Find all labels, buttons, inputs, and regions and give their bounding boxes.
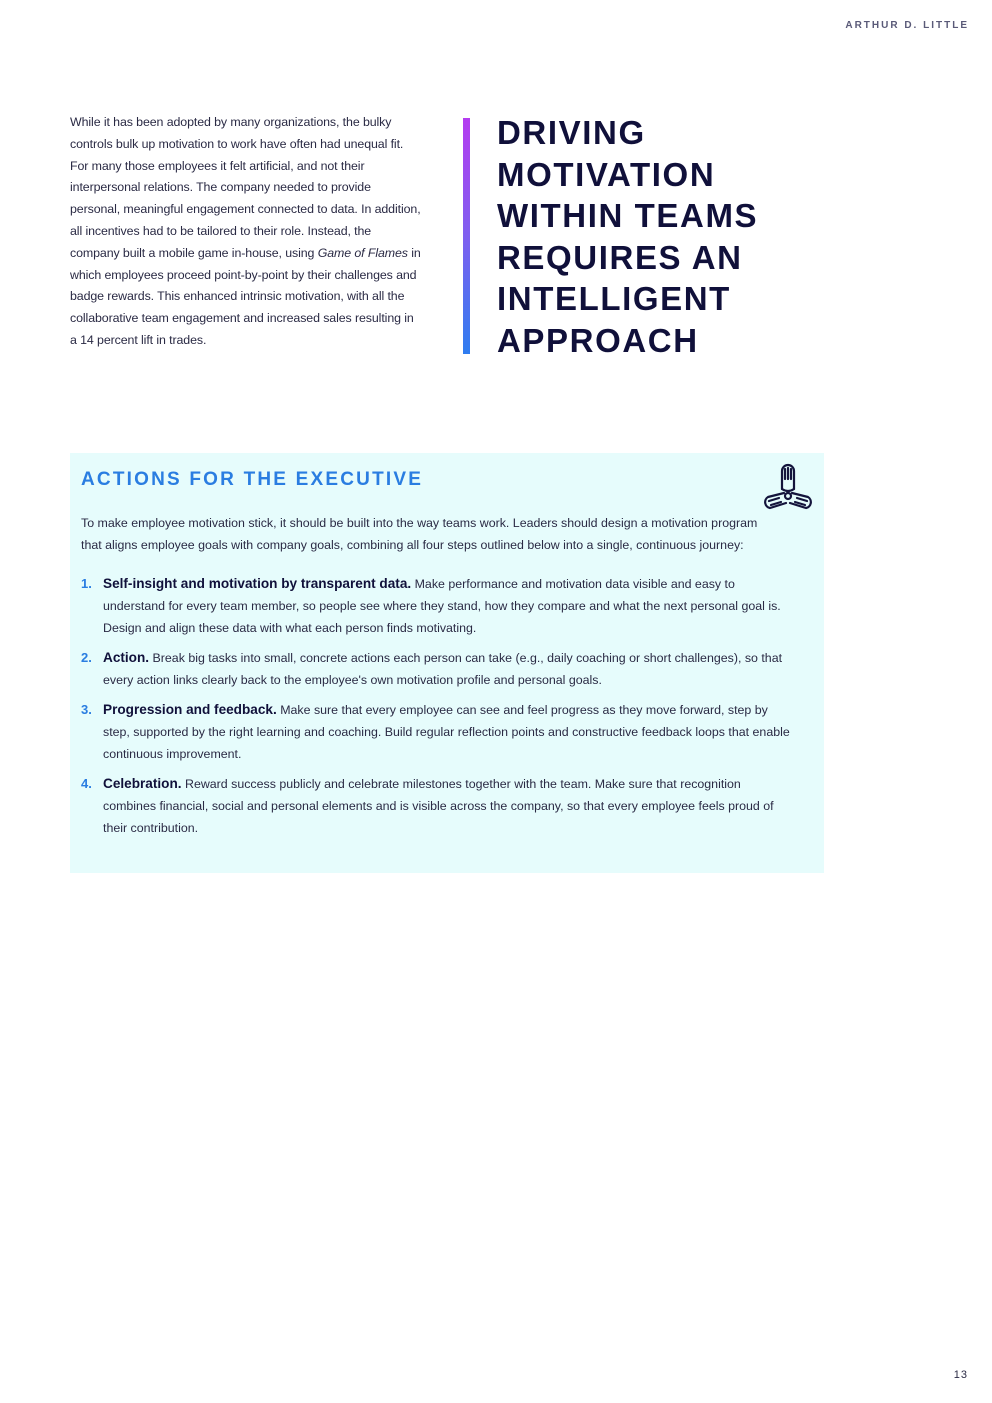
pull-quote-line: APPROACH <box>497 321 699 359</box>
actions-title: ACTIONS FOR THE EXECUTIVE <box>81 469 424 490</box>
pull-quote-line: MOTIVATION <box>497 155 716 193</box>
pull-quote-line: DRIVING <box>497 114 646 151</box>
list-item-label: Self-insight and motivation by transparent data. <box>103 576 412 591</box>
list-item <box>81 647 793 691</box>
list-item-text: Make sure that every employee can see and feel progress as they move forward, step by step, supported by the right learning and coaching. Build regular reflection points and constructive feedback loops that enable continuous improvement. <box>103 703 790 761</box>
list-item-label: Progression and feedback. <box>103 702 277 717</box>
pull-quote-line: INTELLIGENT <box>497 280 731 318</box>
hands-together-icon <box>760 463 816 513</box>
intro-paragraph <box>70 112 422 352</box>
list-item-number: 3. <box>81 702 92 717</box>
actions-box <box>70 453 824 873</box>
page-number: 13 <box>953 1369 968 1381</box>
list-item <box>81 773 793 839</box>
intro-text-after: in which employees proceed point-by-point by their challenges and badge rewards. This enhanced intrinsic motivation, with all the collaborative team engagement and increased sales resulting in a 14 percent lift in trades. <box>70 245 421 347</box>
pull-quote-line: REQUIRES AN <box>497 238 743 276</box>
list-item-text: Make performance and motivation data visible and easy to understand for every team member, so people see where they stand, how they compare and what the next personal goal is. Design and align these data with what each person finds motivating. <box>103 577 781 635</box>
pull-quote-bar <box>463 118 470 354</box>
list-item-text: Reward success publicly and celebrate milestones together with the team. Make sure that recognition combines financial, social and personal elements and is visible across the company, so that every employee feels proud of their contribution. <box>103 777 774 835</box>
list-item-number: 4. <box>81 776 92 791</box>
pull-quote-line: WITHIN TEAMS <box>497 197 759 235</box>
intro-text-before: While it has been adopted by many organizations, the bulky controls bulk up motivation to work have often had unequal fit. For many those employees it felt artificial, and not their interpersonal relations. The company needed to provide personal, meaningful engagement connected to data. In addition, all incentives had to be tailored to their role. Instead, the company built a mobile game in-house, using <box>70 115 421 260</box>
list-item-text: Break big tasks into small, concrete actions each person can take (e.g., daily coaching or short challenges), so that every action links clearly back to the employee's own motivation profile and personal goals. <box>103 651 783 687</box>
brand-header: ARTHUR D. LITTLE <box>845 20 969 31</box>
list-item-label: Action. <box>103 650 150 665</box>
intro-italic-term: Game of Flames <box>317 245 408 260</box>
actions-list <box>81 573 793 847</box>
list-item-number: 1. <box>81 576 92 591</box>
pull-quote <box>497 112 817 362</box>
actions-lead: To make employee motivation stick, it should be built into the way teams work. Leaders should design a motivation program that aligns employee goals with company goals, combining all four steps outlined below into a single, continuous journey: <box>81 516 758 552</box>
list-item-number: 2. <box>81 650 92 665</box>
list-item <box>81 573 793 639</box>
list-item-label: Celebration. <box>103 776 182 791</box>
list-item <box>81 699 793 765</box>
